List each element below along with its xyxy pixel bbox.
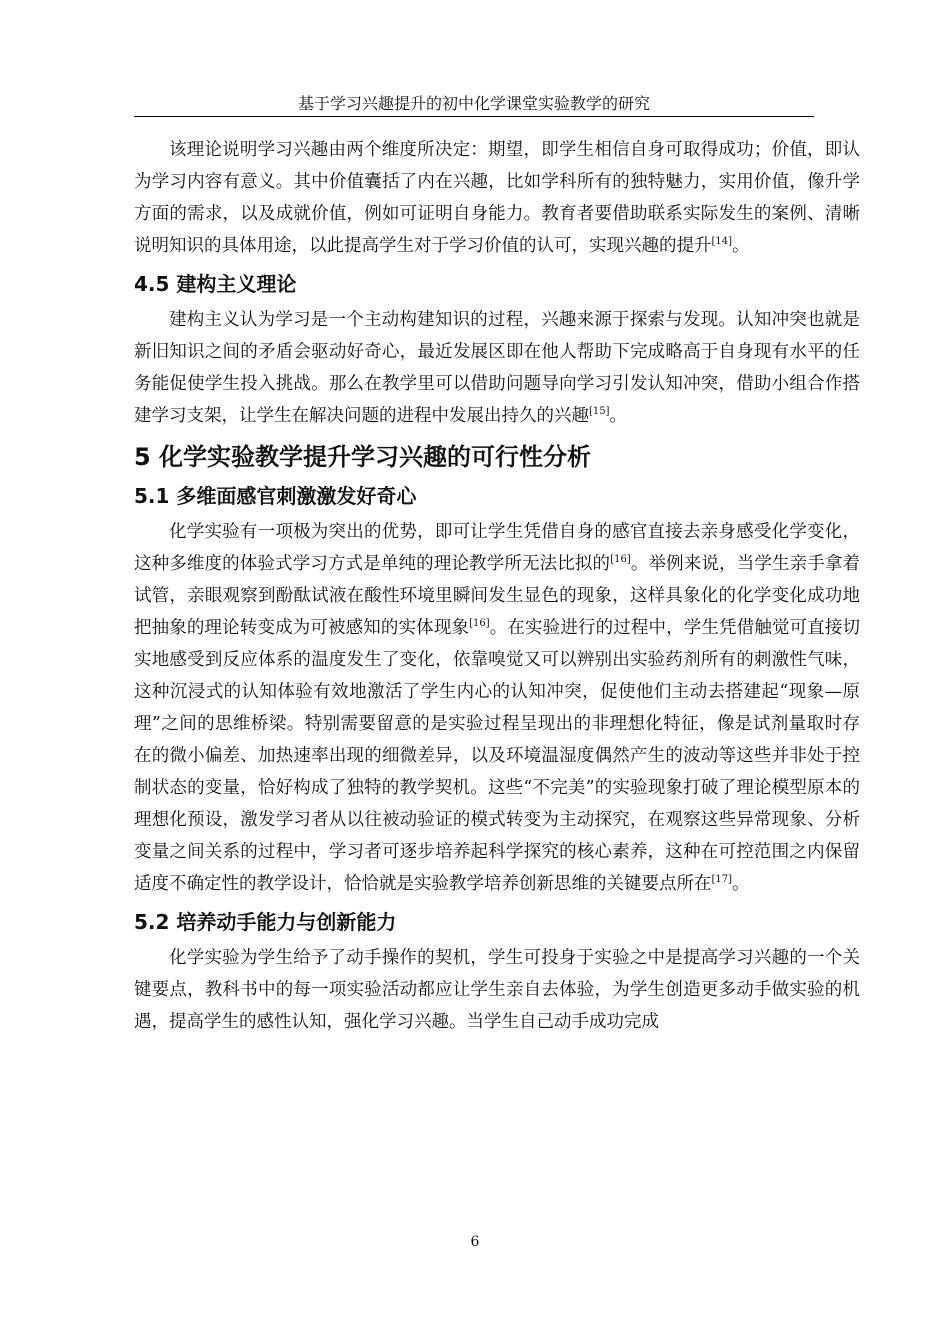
page-footer [0, 1234, 950, 1250]
section-heading: 4.5 建构主义理论 [134, 272, 297, 296]
section-heading: 5.2 培养动手能力与创新能力 [134, 910, 397, 934]
citation: [16] [469, 618, 490, 630]
paragraph [134, 942, 860, 1038]
paragraph [134, 134, 860, 262]
paragraph-text: 该理论说明学习兴趣由两个维度所决定：期望，即学生相信自身可取得成功；价值，即认为学习内容有意义。其中价值囊括了内在兴趣，比如学科所有的独特魅力，实用价值，像升学方面的需求，以及成就价值，例如可证明自身能力。教育者要借助联系实际发生的案例、清晰说明知识的具体用途，以此提高学生对于学习价值的认可，实现兴趣的提升 [134, 140, 860, 256]
paragraph [134, 516, 860, 900]
citation: [15] [589, 406, 610, 418]
paragraph-end: 。 [732, 874, 750, 894]
paragraph-end: 。 [732, 236, 750, 256]
citation: [17] [711, 874, 733, 886]
paragraph-text: 化学实验有一项极为突出的优势，即可让学生凭借自身的感官直接去亲身感受化学变化，这种多维度的体验式学习方式是单纯的理论教学所无法比拟的 [134, 522, 860, 574]
paragraph-text: 。举例来说，当学生亲手拿着试管，亲眼观察到酚酞试液在酸性环境里瞬间发生显色的现象，这样具象化的化学变化成功地把抽象的理论转变成为可被感知的实体现象 [134, 554, 861, 638]
page-number: 6 [470, 1234, 480, 1250]
paragraph-text: 建构主义认为学习是一个主动构建知识的过程，兴趣来源于探索与发现。认知冲突也就是新旧知识之间的矛盾会驱动好奇心，最近发展区即在他人帮助下完成略高于自身现有水平的任务能促使学生投入挑战。那么在教学里可以借助问题导向学习引发认知冲突，借助小组合作搭建学习支架，让学生在解决问题的进程中发展出持久的兴趣 [134, 310, 860, 426]
running-header [134, 94, 814, 117]
paragraph [134, 304, 860, 432]
header-title: 基于学习兴趣提升的初中化学课堂实验教学的研究 [297, 94, 650, 113]
paragraph-text: 。在实验进行的过程中，学生凭借触觉可直接切实地感受到反应体系的温度发生了变化，依靠嗅觉又可以辨别出实验药剂所有的刺激性气味，这种沉浸式的认知体验有效地激活了学生内心的认知冲突，促使他们主动去搭建起“现象—原理”之间的思维桥梁。特别需要留意的是实验过程呈现出的非理想化特征，像是试剂量取时存在的微小偏差、加热速率出现的细微差异，以及环境温湿度偶然产生的波动等这些并非处于控制状态的变量，恰好构成了独特的教学契机。这些“不完美”的实验现象打破了理论模型原本的理想化预设，激发学习者从以往被动验证的模式转变为主动探究，在观察这些异常现象、分析变量之间关系的过程中，学习者可逐步培养起科学探究的核心素养，这种在可控范围之内保留适度不确定性的教学设计，恰恰就是实验教学培养创新思维的关键要点所在 [134, 618, 861, 894]
citation: [14] [711, 236, 733, 248]
paragraph-text: 化学实验为学生给予了动手操作的契机，学生可投身于实验之中是提高学习兴趣的一个关键要点，教科书中的每一项实验活动都应让学生亲自去体验，为学生创造更多动手做实验的机遇，提高学生的感性认知，强化学习兴趣。当学生自己动手成功完成 [134, 948, 860, 1032]
body-text [134, 134, 860, 1038]
citation: [16] [610, 554, 631, 566]
section-heading: 5.1 多维面感官刺激激发好奇心 [134, 484, 417, 508]
paragraph-end: 。 [609, 406, 628, 426]
chapter-heading: 5 化学实验教学提升学习兴趣的可行性分析 [134, 443, 592, 471]
